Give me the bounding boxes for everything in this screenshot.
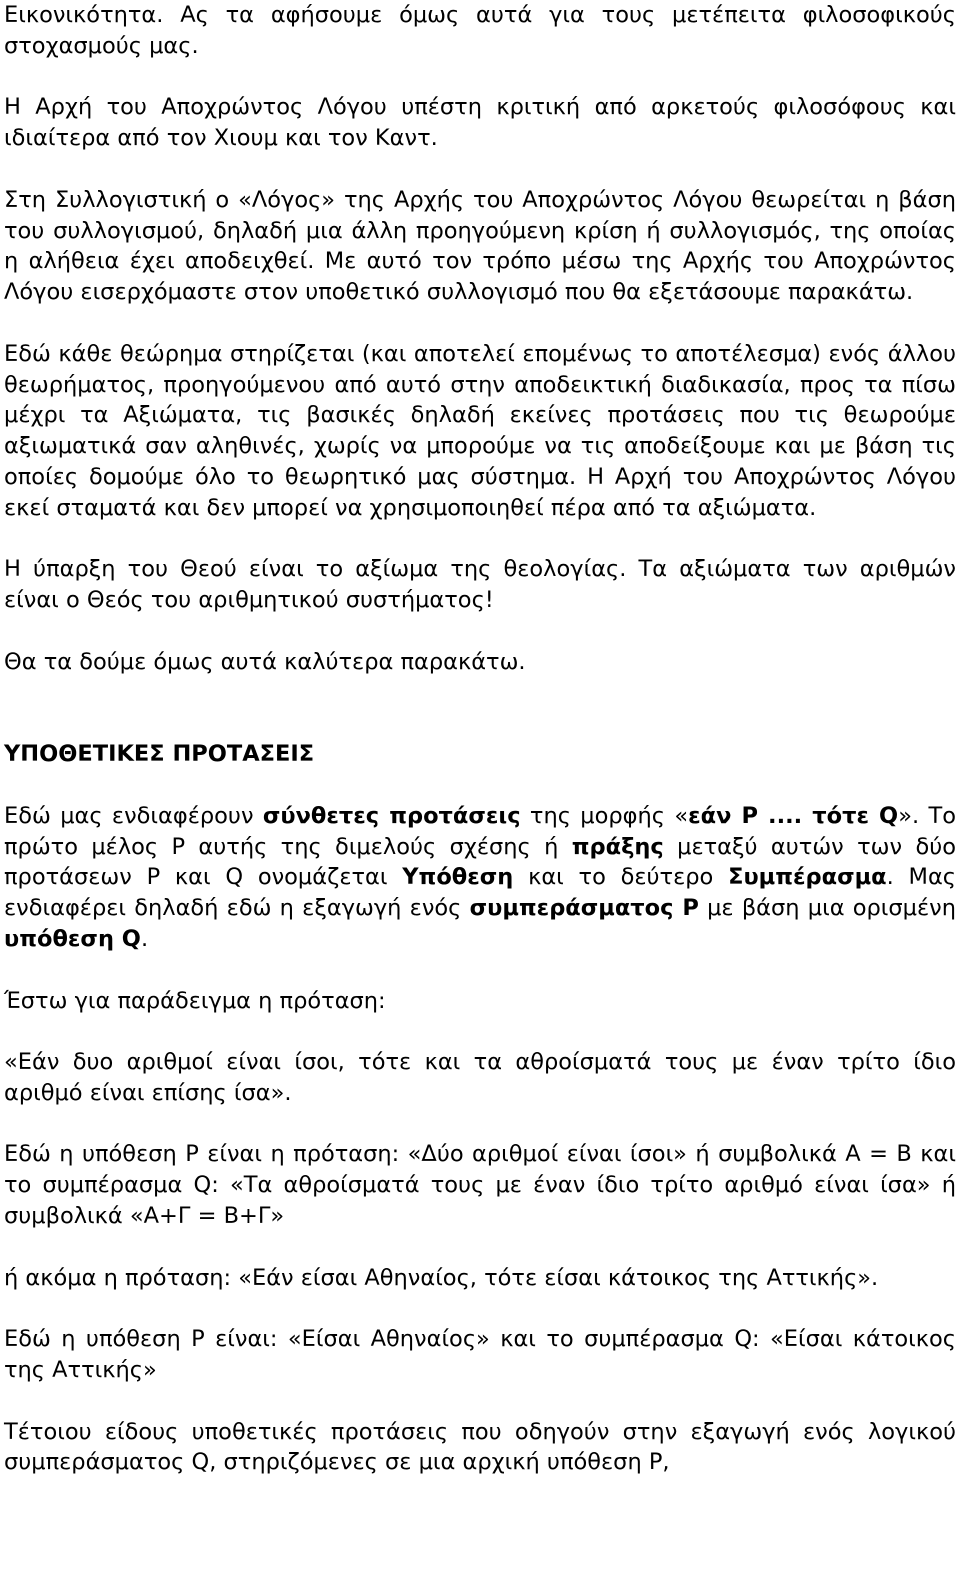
paragraph-theorems: Εδώ κάθε θεώρημα στηρίζεται (και αποτελεί επομένως το αποτέλεσμα) ενός άλλου θεωρήματος, προηγούμενου από αυτό στην αποδεικτική διαδικασία, προς τα πίσω μέχρι τα Αξιώματα, τις βασικές δηλαδή εκείνες προτάσεις που τις θεωρούμε αξιωματικά σαν αληθινές, χωρίς να μπορούμε να τις αποδείξουμε και με βάση τις οποίες δομούμε όλο το θεωρητικό μας σύστημα. Η Αρχή του Αποχρώντος Λόγου εκεί σταματά και δεν μπορεί να χρησιμοποιηθεί πέρα από τα αξιώματα. — [4, 340, 956, 521]
bold-term: υπόθεση Q — [4, 925, 141, 952]
paragraph-syllogistic: Στη Συλλογιστική ο «Λόγος» της Αρχής του Αποχρώντος Λόγου θεωρείται η βάση του συλλογισμού, δηλαδή μια άλλη προηγούμενη κρίση ή συλλογισμός, της οποίας η αλήθεια έχει αποδειχθεί. Με αυτό τον τρόπο μέσω της Αρχής του Αποχρώντος Λόγου εισερχόμαστε στον υποθετικό συλλογισμό που θα εξετάσουμε παρακάτω. — [4, 186, 956, 306]
paragraph-spacer — [4, 1386, 956, 1417]
text-run: ». Το πρώτο μέλος P αυτής της διμελούς σχέσης ή — [4, 802, 956, 860]
section-heading: ΥΠΟΘΕΤΙΚΕΣ ΠΡΟΤΑΣΕΙΣ — [4, 741, 315, 768]
text-run: της μορφής « — [520, 802, 689, 829]
paragraph-spacer — [4, 524, 956, 555]
paragraph-spacer — [4, 1016, 956, 1047]
bold-term: Συμπέρασμα — [728, 864, 887, 891]
text-run: . — [140, 925, 149, 952]
paragraph-spacer — [4, 616, 956, 647]
bold-term: εάν P .... τότε Q — [688, 802, 899, 829]
text-run: . Μας ενδιαφέρει δηλαδή εδώ η εξαγωγή ενός — [4, 864, 956, 922]
text-run: και το δεύτερο — [513, 864, 729, 891]
paragraph-criticism: Η Αρχή του Αποχρώντος Λόγου υπέστη κριτική από αρκετούς φιλοσόφους και ιδιαίτερα από τον Χιουμ και τον Καντ. — [4, 94, 956, 152]
paragraph-axioms: Η ύπαρξη του Θεού είναι το αξίωμα της θεολογίας. Τα αξιώματα των αριθμών είναι ο Θεός του αριθμητικού συστήματος! — [4, 556, 956, 614]
paragraph-spacer — [4, 678, 956, 740]
bold-term: πράξης — [571, 833, 664, 860]
paragraph-spacer — [4, 308, 956, 339]
paragraph-example-numbers: «Εάν δυο αριθμοί είναι ίσοι, τότε και τα αθροίσματά τους με έναν τρίτο ίδιο αριθμό είναι επίσης ίσα». — [4, 1049, 956, 1106]
text-run: Εδώ μας ενδιαφέρουν — [4, 802, 263, 829]
document-page — [4, 0, 956, 1478]
paragraph-example-numbers-explained: Εδώ η υπόθεση P είναι η πρόταση: «Δύο αριθμοί είναι ίσοι» ή συμβολικά Α = Β και το συμπέρασμα Q: «Τα αθροίσματά τους με έναν ίδιο τρίτο αριθμό είναι ίσα» ή συμβολικά «Α+Γ = Β+Γ» — [4, 1141, 956, 1230]
paragraph-compound-propositions — [4, 801, 956, 955]
text-run: με βάση μια ορισμένη — [698, 895, 956, 922]
paragraph-spacer — [4, 1293, 956, 1324]
paragraph-example-athens: ή ακόμα η πρόταση: «Εάν είσαι Αθηναίος, τότε είσαι κάτοικος της Αττικής». — [4, 1264, 879, 1291]
paragraph-spacer — [4, 62, 956, 93]
bold-term: συμπεράσματος P — [469, 895, 699, 922]
paragraph-later: Θα τα δούμε όμως αυτά καλύτερα παρακάτω. — [4, 648, 526, 675]
paragraph-spacer — [4, 770, 956, 801]
paragraph-spacer — [4, 154, 956, 185]
paragraph-example-intro: Έστω για παράδειγμα η πρόταση: — [4, 987, 386, 1014]
paragraph-spacer — [4, 1109, 956, 1140]
text-run: μεταξύ αυτών των δύο προτάσεων P και Q ονομάζεται — [4, 833, 956, 891]
paragraph-hypothetical-conclusion: Τέτοιου είδους υποθετικές προτάσεις που οδηγούν στην εξαγωγή ενός λογικού συμπεράσματος Q, στηριζόμενες σε μια αρχική υπόθεση P, — [4, 1418, 956, 1476]
bold-term: σύνθετες προτάσεις — [262, 802, 521, 829]
bold-term: Υπόθεση — [402, 864, 514, 891]
paragraph-spacer — [4, 1232, 956, 1263]
paragraph-example-athens-explained: Εδώ η υπόθεση P είναι: «Είσαι Αθηναίος» και το συμπέρασμα Q: «Είσαι κάτοικος της Αττικής» — [4, 1326, 956, 1384]
paragraph-spacer — [4, 955, 956, 986]
paragraph-intro: Εικονικότητα. Ας τα αφήσουμε όμως αυτά για τους μετέπειτα φιλοσοφικούς στοχασμούς μας. — [4, 2, 956, 59]
